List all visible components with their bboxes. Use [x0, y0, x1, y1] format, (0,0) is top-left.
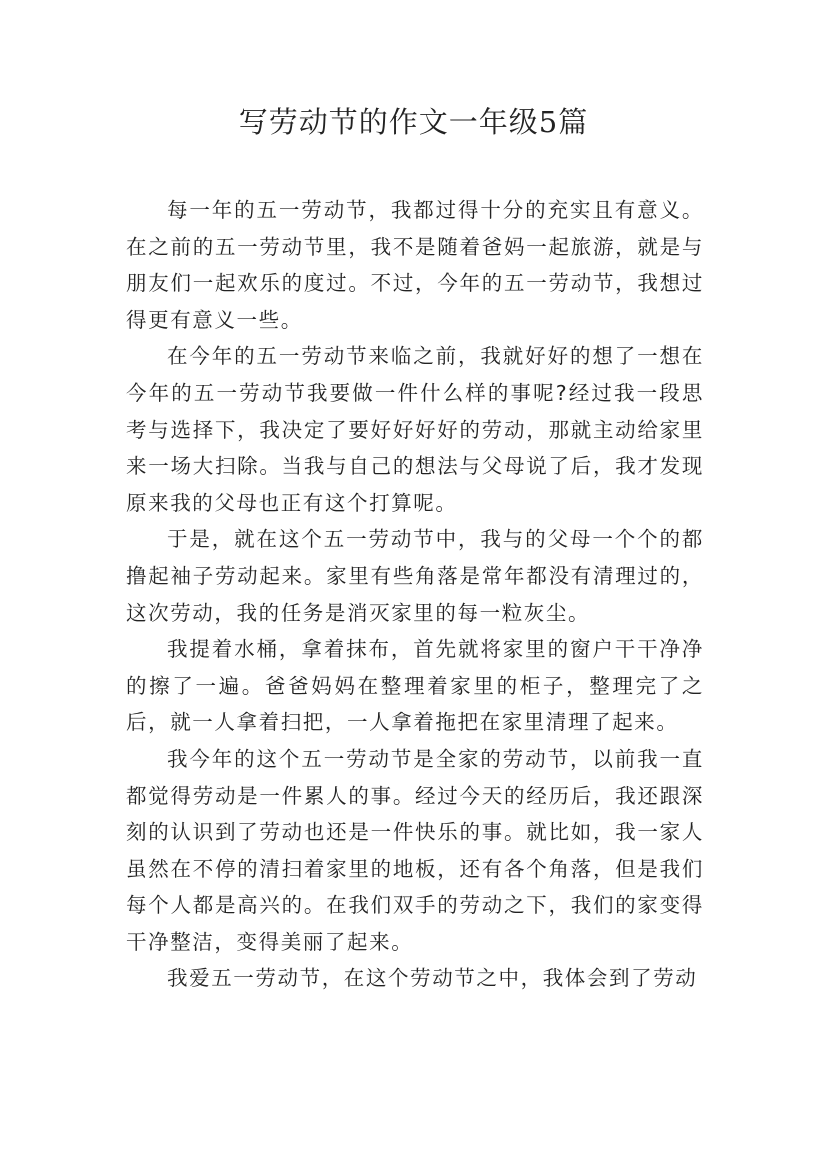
paragraph-2: 在今年的五一劳动节来临之前，我就好好的想了一想在今年的五一劳动节我要做一件什么样的事呢?经过我一段思考与选择下，我决定了要好好好好的劳动，那就主动给家里来一场大扫除。当我与自己的想法与父母说了后，我才发现原来我的父母也正有这个打算呢。 — [126, 344, 704, 515]
paragraph-3: 于是，就在这个五一劳动节中，我与的父母一个个的都撸起袖子劳动起来。家里有些角落是常年都没有清理过的，这次劳动，我的任务是消灭家里的每一粒灰尘。 — [126, 527, 704, 625]
document-body — [126, 192, 704, 997]
paragraph-5: 我今年的这个五一劳动节是全家的劳动节，以前我一直都觉得劳动是一件累人的事。经过今天的经历后，我还跟深刻的认识到了劳动也还是一件快乐的事。就比如，我一家人虽然在不停的清扫着家里的地板，还有各个角落，但是我们每个人都是高兴的。在我们双手的劳动之下，我们的家变得干净整洁，变得美丽了起来。 — [126, 746, 704, 954]
document-title: 写劳动节的作文一年级5篇 — [238, 105, 589, 139]
paragraph-4: 我提着水桶，拿着抹布，首先就将家里的窗户干干净净的擦了一遍。爸爸妈妈在整理着家里的柜子，整理完了之后，就一人拿着扫把，一人拿着拖把在家里清理了起来。 — [126, 637, 704, 735]
paragraph-6: 我爱五一劳动节，在这个劳动节之中，我体会到了劳动 — [167, 966, 698, 991]
paragraph-1: 每一年的五一劳动节，我都过得十分的充实且有意义。在之前的五一劳动节里，我不是随着爸妈一起旅游，就是与朋友们一起欢乐的度过。不过，今年的五一劳动节，我想过得更有意义一些。 — [126, 198, 704, 332]
